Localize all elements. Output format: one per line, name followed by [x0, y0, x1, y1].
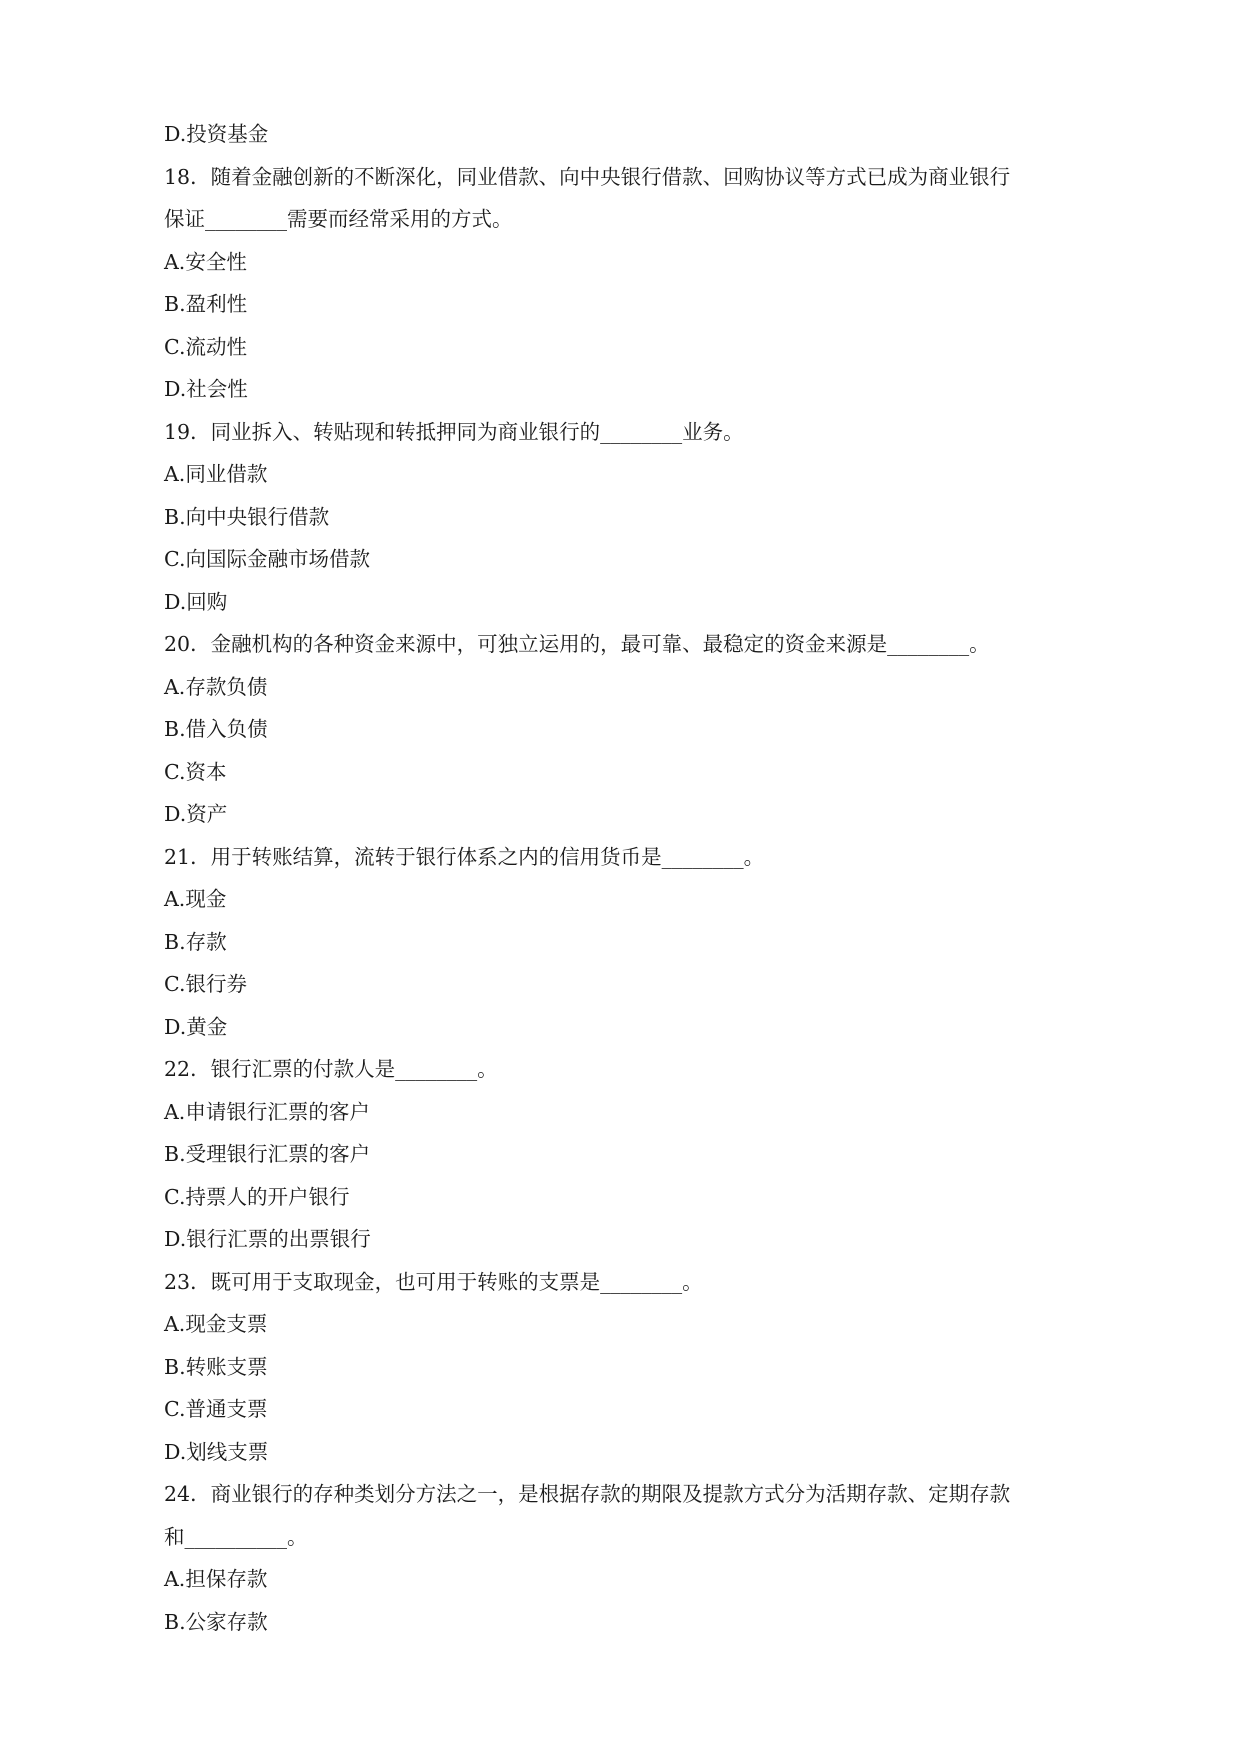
option-d-q23: D.划线支票	[164, 1439, 269, 1464]
option-b-q22: B.受理银行汇票的客户	[164, 1142, 371, 1166]
option-c-q21: C.银行券	[164, 972, 247, 996]
option-d-q20: D.资产	[164, 802, 228, 826]
option-a-q21: A.现金	[164, 887, 227, 911]
document-page	[164, 113, 1074, 1643]
option-d-q18: D.社会性	[164, 377, 248, 401]
option-a-q23: A.现金支票	[164, 1312, 268, 1336]
question-22: 22．银行汇票的付款人是________。	[164, 1057, 498, 1081]
option-d-q21: D.黄金	[164, 1014, 228, 1039]
option-c-q23: C.普通支票	[164, 1397, 268, 1421]
question-18: 18．随着金融创新的不断深化，同业借款、向中央银行借款、回购协议等方式已成为商业银行	[164, 164, 1011, 189]
option-b-q19: B.向中央银行借款	[164, 504, 330, 529]
question-19: 19．同业拆入、转贴现和转抵押同为商业银行的________业务。	[164, 419, 744, 444]
option-a-q24: A.担保存款	[164, 1567, 268, 1591]
option-b-q20: B.借入负债	[164, 717, 268, 741]
question-24-cont: 和__________。	[164, 1524, 308, 1549]
option-d-q19: D.回购	[164, 589, 228, 614]
option-d-q22: D.银行汇票的出票银行	[164, 1227, 371, 1251]
question-24: 24．商业银行的存种类划分方法之一，是根据存款的期限及提款方式分为活期存款、定期存款	[164, 1482, 1011, 1506]
option-d-q17: D.投资基金	[164, 122, 269, 146]
question-23: 23．既可用于支取现金，也可用于转账的支票是________。	[164, 1269, 703, 1294]
option-a-q20: A.存款负债	[164, 674, 268, 699]
option-a-q18: A.安全性	[164, 249, 247, 274]
option-b-q24: B.公家存款	[164, 1609, 268, 1634]
option-b-q18: B.盈利性	[164, 292, 248, 316]
option-c-q18: C.流动性	[164, 334, 247, 359]
option-b-q21: B.存款	[164, 929, 227, 954]
option-c-q22: C.持票人的开户银行	[164, 1184, 350, 1209]
question-18-cont: 保证________需要而经常采用的方式。	[164, 207, 513, 231]
option-c-q19: C.向国际金融市场借款	[164, 547, 370, 571]
option-c-q20: C.资本	[164, 759, 227, 784]
option-a-q22: A.申请银行汇票的客户	[164, 1099, 370, 1124]
question-21: 21．用于转账结算，流转于银行体系之内的信用货币是________。	[164, 844, 765, 869]
option-b-q23: B.转账支票	[164, 1354, 268, 1379]
option-a-q19: A.同业借款	[164, 462, 268, 486]
question-20: 20．金融机构的各种资金来源中，可独立运用的，最可靠、最稳定的资金来源是________。	[164, 632, 990, 656]
